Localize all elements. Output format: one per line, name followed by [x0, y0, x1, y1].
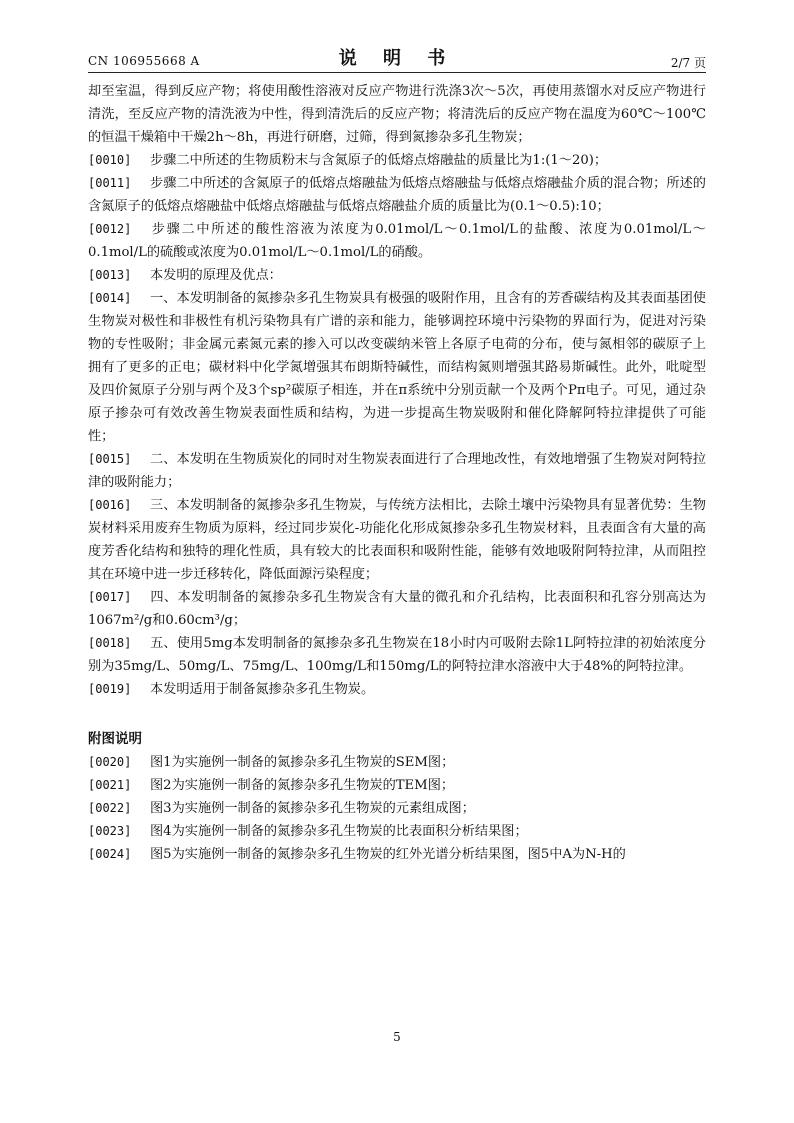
paragraph-text: 三、本发明制备的氮掺杂多孔生物炭，与传统方法相比，去除土壤中污染物具有显著优势：生物炭材料采用废弃生物质为原料，经过同步炭化-功能化化形成氮掺杂多孔生物炭材料，且表面含有大量的高度芳香化结构和独特的理化性质，具有较大的比表面积和吸附性能，能够有效地吸附阿特拉津，从而阻控其在环境中进一步迁移转化，降低面源污染程度； — [88, 498, 706, 582]
paragraph-0019 — [88, 678, 706, 701]
paragraph-text: 图5为实施例一制备的氮掺杂多孔生物炭的红外光谱分析结果图，图5中A为N-H的 — [150, 847, 626, 862]
section-title-figures: 附图说明 — [88, 731, 142, 747]
document-body — [88, 80, 706, 866]
paragraph-0012 — [88, 218, 706, 264]
paragraph-0023 — [88, 820, 706, 843]
paragraph-text: 图2为实施例一制备的氮掺杂多孔生物炭的TEM图； — [150, 778, 455, 793]
header-divider — [88, 72, 706, 73]
paragraph-number: [0012] — [88, 222, 132, 236]
paragraph-number: [0018] — [88, 636, 132, 650]
page-header — [88, 44, 706, 72]
paragraph-text: 一、本发明制备的氮掺杂多孔生物炭具有极强的吸附作用，且含有的芳香碳结构及其表面基团使生物炭对极性和非极性有机污染物具有广谱的亲和能力，能够调控环境中污染物的界面行为，促进对污染物的专性吸附；非金属元素氮元素的掺入可以改变碳纳米管上各原子电荷的分布，使与氮相邻的碳原子上拥有了更多的正电；碳材料中化学氮增强其布朗斯特碱性，而结构氮则增强其路易斯碱性。此外，吡啶型及四价氮原子分别与两个及3个sp²碳原子相连，并在π系统中分别贡献一个及两个Pπ电子。可见，通过杂原子掺杂可有效改善生物炭表面性质和结构，为进一步提高生物炭吸附和催化降解阿特拉津提供了可能性； — [88, 291, 706, 444]
paragraph-0015 — [88, 448, 706, 494]
paragraph-0010 — [88, 149, 706, 172]
paragraph-text: 五、使用5mg本发明制备的氮掺杂多孔生物炭在18小时内可吸附去除1L阿特拉津的初始浓度分别为35mg/L、50mg/L、75mg/L、100mg/L和150mg/L的阿特拉津水溶液中大于48%的阿特拉津。 — [88, 636, 706, 674]
paragraph-number: [0014] — [88, 291, 132, 305]
document-title: 说 明 书 — [338, 48, 456, 69]
paragraph-number: [0022] — [88, 801, 132, 815]
paragraph-number: [0017] — [88, 590, 132, 604]
paragraph-0024 — [88, 843, 706, 866]
patent-number: CN 106955668 A — [88, 54, 200, 68]
paragraph-number: [0019] — [88, 682, 132, 696]
paragraph-number: [0015] — [88, 452, 132, 466]
paragraph-text: 图4为实施例一制备的氮掺杂多孔生物炭的比表面积分析结果图； — [150, 824, 528, 839]
paragraph-number: [0016] — [88, 498, 132, 512]
paragraph-0018 — [88, 632, 706, 678]
paragraph-text: 本发明适用于制备氮掺杂多孔生物炭。 — [150, 682, 375, 697]
paragraph-0016 — [88, 494, 706, 586]
paragraph-number: [0020] — [88, 755, 132, 769]
paragraph-number: [0013] — [88, 268, 132, 282]
paragraph-text: 二、本发明在生物质炭化的同时对生物炭表面进行了合理地改性，有效地增强了生物炭对阿特拉津的吸附能力； — [88, 452, 706, 490]
paragraph-0021 — [88, 774, 706, 797]
paragraph-0013 — [88, 264, 706, 287]
paragraph-number: [0010] — [88, 153, 132, 167]
intro-paragraph: 却至室温，得到反应产物；将使用酸性溶液对反应产物进行洗涤3次～5次，再使用蒸馏水对反应产物进行清洗，至反应产物的清洗液为中性，得到清洗后的反应产物；将清洗后的反应产物在温度为60℃～100℃的恒温干燥箱中干燥2h～8h，再进行研磨，过筛，得到氮掺杂多孔生物炭； — [88, 84, 706, 145]
paragraph-number: [0024] — [88, 847, 132, 861]
paragraph-number: [0021] — [88, 778, 132, 792]
paragraph-text: 步骤二中所述的酸性溶液为浓度为0.01mol/L～0.1mol/L的盐酸、浓度为0.01mol/L～0.1mol/L的硫酸或浓度为0.01mol/L～0.1mol/L的硝酸。 — [88, 222, 706, 260]
paragraph-text: 本发明的原理及优点： — [150, 268, 282, 283]
paragraph-text: 步骤二中所述的生物质粉末与含氮原子的低熔点熔融盐的质量比为1:(1～20)； — [150, 153, 608, 168]
paragraph-0017 — [88, 586, 706, 632]
paragraph-number: [0011] — [88, 176, 132, 190]
page-number: 5 — [393, 1030, 401, 1044]
paragraph-0022 — [88, 797, 706, 820]
page-indicator: 2/7 页 — [670, 56, 706, 70]
paragraph-text: 步骤二中所述的含氮原子的低熔点熔融盐为低熔点熔融盐与低熔点熔融盐介质的混合物；所述的含氮原子的低熔点熔融盐中低熔点熔融盐与低熔点熔融盐介质的质量比为(0.1～0.5):10； — [88, 176, 706, 214]
paragraph-0014 — [88, 287, 706, 448]
paragraph-0020 — [88, 751, 706, 774]
paragraph-text: 图1为实施例一制备的氮掺杂多孔生物炭的SEM图； — [150, 755, 455, 770]
paragraph-text: 图3为实施例一制备的氮掺杂多孔生物炭的元素组成图； — [150, 801, 475, 816]
paragraph-number: [0023] — [88, 824, 132, 838]
paragraph-text: 四、本发明制备的氮掺杂多孔生物炭含有大量的微孔和介孔结构，比表面积和孔容分别高达为1067m²/g和0.60cm³/g； — [88, 590, 706, 628]
paragraph-0011 — [88, 172, 706, 218]
